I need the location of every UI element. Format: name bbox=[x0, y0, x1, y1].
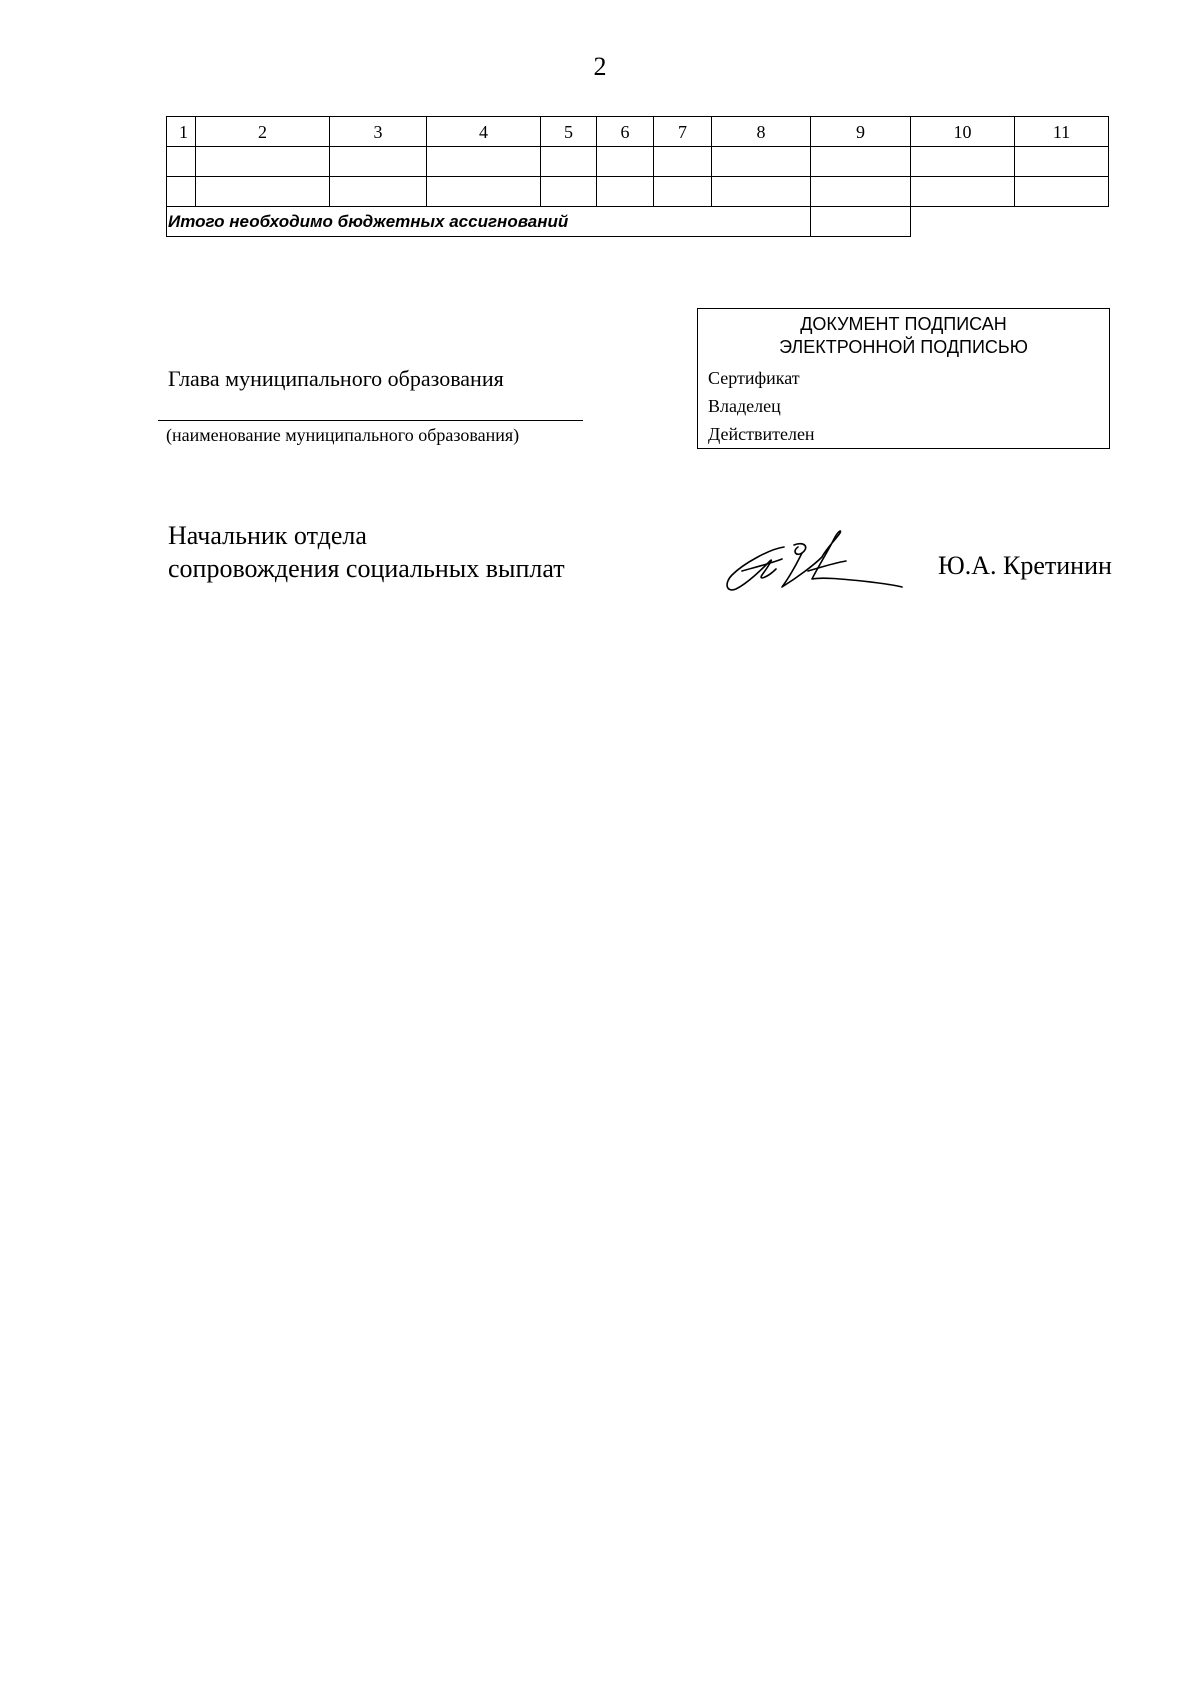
column-header: 1 bbox=[167, 117, 196, 147]
table-cell bbox=[712, 177, 811, 207]
table-cell bbox=[811, 177, 911, 207]
budget-table bbox=[166, 116, 1109, 237]
signer-name: Ю.А. Кретинин bbox=[938, 551, 1112, 580]
table-cell bbox=[196, 177, 330, 207]
owner-label: Владелец bbox=[708, 396, 781, 416]
stamp-title-line: ДОКУМЕНТ ПОДПИСАН bbox=[800, 314, 1007, 334]
column-header: 2 bbox=[196, 117, 330, 147]
column-header: 11 bbox=[1015, 117, 1109, 147]
table-cell bbox=[167, 147, 196, 177]
table-cell bbox=[541, 177, 597, 207]
column-header: 7 bbox=[654, 117, 712, 147]
municipality-name-line bbox=[158, 420, 583, 421]
certificate-label: Сертификат bbox=[708, 368, 800, 388]
handwritten-signature bbox=[722, 527, 906, 599]
table-cell bbox=[330, 147, 427, 177]
column-header: 4 bbox=[427, 117, 541, 147]
table-cell bbox=[654, 177, 712, 207]
column-header: 8 bbox=[712, 117, 811, 147]
head-title: Глава муниципального образования bbox=[168, 366, 504, 391]
table-cell bbox=[811, 147, 911, 177]
table-cell bbox=[911, 177, 1015, 207]
table-cell bbox=[911, 147, 1015, 177]
stamp-title-line: ЭЛЕКТРОННОЙ ПОДПИСЬЮ bbox=[779, 337, 1028, 357]
signer-position bbox=[168, 519, 565, 585]
column-header: 10 bbox=[911, 117, 1015, 147]
table-cell bbox=[1015, 147, 1109, 177]
table-cell bbox=[712, 147, 811, 177]
column-header: 9 bbox=[811, 117, 911, 147]
table-cell bbox=[597, 177, 654, 207]
page-number: 2 bbox=[593, 52, 607, 81]
column-header: 5 bbox=[541, 117, 597, 147]
position-line: Начальник отдела bbox=[168, 521, 367, 550]
table-cell bbox=[330, 177, 427, 207]
total-row bbox=[167, 207, 1109, 237]
total-value-cell bbox=[811, 207, 911, 237]
table-row bbox=[167, 177, 1109, 207]
municipality-name-caption: (наименование муниципального образования) bbox=[166, 425, 520, 445]
table-cell bbox=[427, 147, 541, 177]
stamp-title bbox=[698, 313, 1109, 359]
total-label: Итого необходимо бюджетных ассигнований bbox=[167, 207, 811, 237]
column-header: 3 bbox=[330, 117, 427, 147]
table-cell bbox=[427, 177, 541, 207]
table-row bbox=[167, 147, 1109, 177]
valid-label: Действителен bbox=[708, 424, 815, 444]
column-header: 6 bbox=[597, 117, 654, 147]
table-cell bbox=[541, 147, 597, 177]
table-cell bbox=[196, 147, 330, 177]
table-cell bbox=[654, 147, 712, 177]
electronic-signature-stamp bbox=[697, 308, 1110, 449]
table-header-row bbox=[167, 117, 1109, 147]
table-cell bbox=[597, 147, 654, 177]
position-line: сопровождения социальных выплат bbox=[168, 554, 565, 583]
table-cell bbox=[1015, 177, 1109, 207]
table-cell bbox=[167, 177, 196, 207]
